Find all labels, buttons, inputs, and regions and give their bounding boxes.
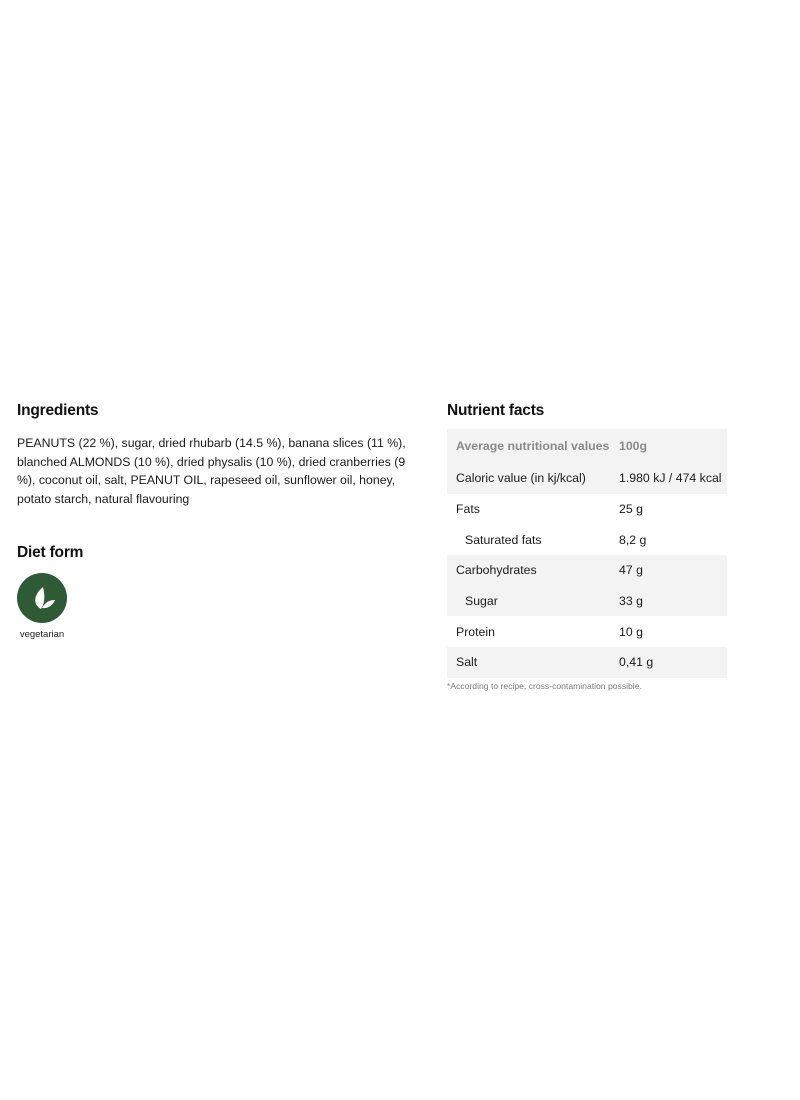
nutrient-value: 0,41 g bbox=[619, 647, 727, 678]
nutrient-value: 47 g bbox=[619, 555, 727, 586]
nutrient-name: Carbohydrates bbox=[447, 555, 619, 586]
table-header-row bbox=[447, 429, 727, 463]
ingredients-text: PEANUTS (22 %), sugar, dried rhubarb (14.5 %), banana slices (11 %), blanched ALMONDS (10 %), dried physalis (10 %), dried cranberries (9 %), coconut oil, salt, PEANUT OIL, rapeseed oil, sunflower oil, honey, potato starch, natural flavouring bbox=[17, 436, 406, 506]
header-value-cell: 100g bbox=[619, 429, 727, 463]
nutrient-value: 10 g bbox=[619, 624, 643, 639]
left-column bbox=[17, 402, 417, 640]
table-row bbox=[447, 524, 727, 555]
nutrient-name: Sugar bbox=[447, 586, 619, 617]
diet-form-title: Diet form bbox=[17, 544, 84, 561]
nutrient-name: Caloric value (in kj/kcal) bbox=[447, 463, 619, 494]
nutrient-table bbox=[447, 429, 727, 678]
table-row bbox=[447, 616, 727, 647]
nutrient-value: 8,2 g bbox=[619, 532, 647, 547]
right-column bbox=[447, 402, 727, 691]
header-name-cell: Average nutritional values bbox=[447, 429, 619, 463]
nutrient-value: 33 g bbox=[619, 586, 727, 617]
nutrient-name: Fats bbox=[456, 502, 480, 517]
ingredients-title: Ingredients bbox=[17, 402, 99, 419]
nutrient-name: Saturated fats bbox=[465, 532, 542, 547]
table-row bbox=[447, 494, 727, 525]
footnote: *According to recipe, cross-contamination possible. bbox=[447, 680, 642, 691]
table-row bbox=[447, 555, 727, 586]
table-row bbox=[447, 463, 727, 494]
nutrient-value: 1.980 kJ / 474 kcal bbox=[619, 463, 727, 494]
diet-badge-vegetarian bbox=[17, 573, 67, 640]
leaf-icon bbox=[17, 573, 67, 623]
nutrient-name: Protein bbox=[456, 624, 495, 639]
diet-badge-label: vegetarian bbox=[19, 629, 65, 640]
nutrient-name: Salt bbox=[447, 647, 619, 678]
table-row bbox=[447, 586, 727, 617]
nutrient-facts-title: Nutrient facts bbox=[447, 402, 545, 419]
table-row bbox=[447, 647, 727, 678]
nutrient-value: 25 g bbox=[619, 502, 643, 517]
